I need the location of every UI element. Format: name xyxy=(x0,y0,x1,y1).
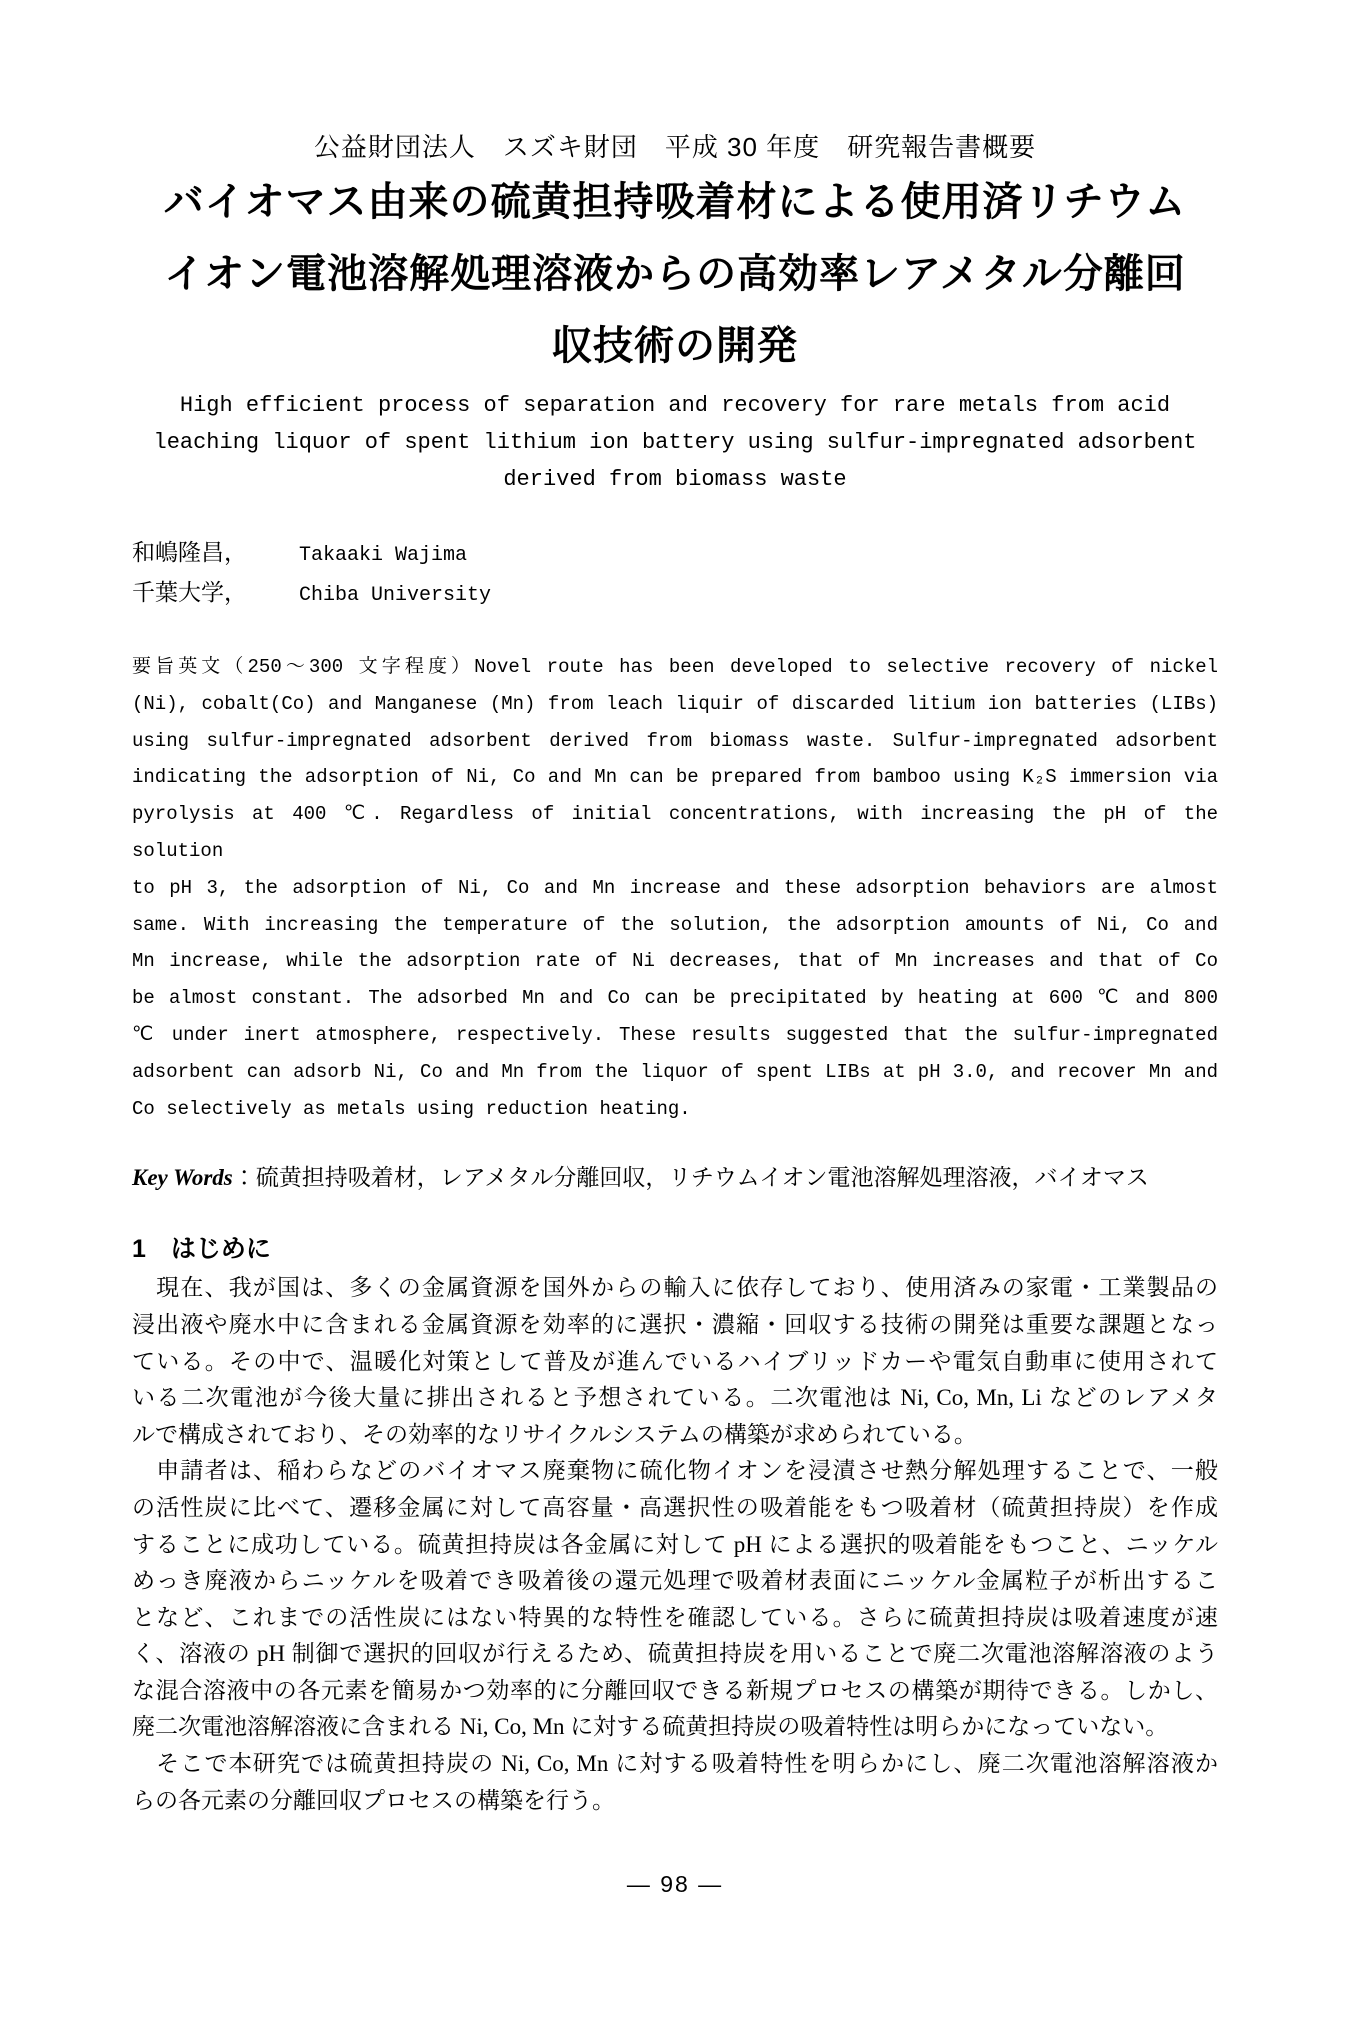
title-english-line-3: derived from biomass waste xyxy=(503,467,847,492)
section-1-paragraph-1-line-1: 現在、我が国は、多くの金属資源を国外からの輸入に依存しており、使用済みの家電・工業製品の xyxy=(132,1275,1218,1301)
abstract-english-line-5: pyrolysis at 400 ℃. Regardless of initial concentrations, with increasing the pH of the solution xyxy=(132,803,1218,862)
affiliation-japanese: 千葉大学， xyxy=(132,580,247,605)
report-page xyxy=(0,132,1350,2042)
abstract-english-line-3: using sulfur-impregnated adsorbent derived from biomass waste. Sulfur-impregnated adsorbent xyxy=(132,729,1218,752)
abstract-english-line-8: Mn increase, while the adsorption rate of Ni decreases, that of Mn increases and that of Co xyxy=(132,950,1218,973)
abstract-english-line-1: 要旨英文（250～300 文字程度）Novel route has been developed to selective recovery of nickel xyxy=(132,656,1218,678)
title-english-line-2: leaching liquor of spent lithium ion battery using sulfur-impregnated adsorbent xyxy=(153,430,1197,455)
section-1-paragraph-3-line-2: らの各元素の分離回収プロセスの構築を行う。 xyxy=(132,1787,615,1813)
section-1-paragraph-2-line-2: の活性炭に比べて、遷移金属に対して高容量・高選択性の吸着能をもつ吸着材（硫黄担持炭）を作成 xyxy=(132,1494,1218,1520)
title-japanese-line-3: 収技術の開発 xyxy=(552,324,798,368)
title-japanese-line-1: バイオマス由来の硫黄担持吸着材による使用済リチウム xyxy=(163,180,1187,224)
abstract-english-line-4: indicating the adsorption of Ni, Co and Mn can be prepared from bamboo using K₂S immersion via xyxy=(132,766,1218,789)
section-1-paragraph-1-line-2: 浸出液や廃水中に含まれる金属資源を効率的に選択・濃縮・回収する技術の開発は重要な課題となっ xyxy=(132,1311,1218,1337)
abstract-english-line-11: adsorbent can adsorb Ni, Co and Mn from the liquor of spent LIBs at pH 3.0, and recover Mn and xyxy=(132,1060,1218,1083)
section-1-paragraph-1-line-4: いる二次電池が今後大量に排出されると予想されている。二次電池は Ni, Co, Mn, Li などのレアメタ xyxy=(132,1385,1218,1411)
section-1-paragraph-2-line-3: することに成功している。硫黄担持炭は各金属に対して pH による選択的吸着能をもつこと、ニッケル xyxy=(132,1531,1218,1557)
title-japanese xyxy=(132,166,1218,382)
abstract-english-line-7: same. With increasing the temperature of the solution, the adsorption amounts of Ni, Co and xyxy=(132,913,1218,936)
abstract-english-line-9: be almost constant. The adsorbed Mn and Co can be precipitated by heating at 600 ℃ and 800 xyxy=(132,987,1218,1010)
section-1-paragraph-2-line-6: く、溶液の pH 制御で選択的回収が行えるため、硫黄担持炭を用いることで廃二次電池溶解溶液のよう xyxy=(132,1641,1218,1667)
author-name-japanese: 和嶋隆昌， xyxy=(132,540,247,565)
section-1-paragraph-2-line-8: 廃二次電池溶解溶液に含まれる Ni, Co, Mn に対する硫黄担持炭の吸着特性は明らかになっていない。 xyxy=(132,1714,1169,1740)
title-japanese-line-2: イオン電池溶解処理溶液からの高効率レアメタル分離回 xyxy=(164,252,1186,296)
abstract-english-line-12: Co selectively as metals using reduction heating. xyxy=(132,1097,691,1120)
author-block xyxy=(132,534,1218,614)
section-1-paragraph-3-line-1: そこで本研究では硫黄担持炭の Ni, Co, Mn に対する吸着特性を明らかにし、廃二次電池溶解溶液か xyxy=(132,1751,1218,1777)
keywords-text: ：硫黄担持吸着材，レアメタル分離回収，リチウムイオン電池溶解処理溶液，バイオマス xyxy=(232,1165,1149,1191)
abstract-english-line-6: to pH 3, the adsorption of Ni, Co and Mn increase and these adsorption behaviors are almost xyxy=(132,876,1218,899)
document-header: 公益財団法人 スズキ財団 平成 30 年度 研究報告書概要 xyxy=(313,132,1037,162)
section-1-paragraph-1-line-3: ている。その中で、温暖化対策として普及が進んでいるハイブリッドカーや電気自動車に使用されて xyxy=(132,1348,1218,1374)
page-number: ― 98 ― xyxy=(626,1871,724,1898)
section-1-paragraph-3 xyxy=(132,1746,1218,1819)
section-1-paragraph-2-line-4: めっき廃液からニッケルを吸着でき吸着後の還元処理で吸着材表面にニッケル金属粒子が析出するこ xyxy=(132,1568,1218,1594)
abstract-english-line-2: (Ni), cobalt(Co) and Manganese (Mn) from leach liquir of discarded litium ion batteries (LIBs) xyxy=(132,692,1218,715)
section-1-heading: 1 はじめに xyxy=(132,1235,271,1264)
abstract-english-line-10: ℃ under inert atmosphere, respectively. These results suggested that the sulfur-impregnated xyxy=(132,1023,1218,1046)
section-1-paragraph-1 xyxy=(132,1270,1218,1453)
section-1-paragraph-2-line-7: な混合溶液中の各元素を簡易かつ効率的に分離回収できる新規プロセスの構築が期待できる。しかし、 xyxy=(132,1677,1218,1703)
affiliation-english: Chiba University xyxy=(299,584,492,607)
keywords-label: Key Words xyxy=(132,1165,233,1191)
title-english xyxy=(132,387,1218,498)
keywords-line xyxy=(132,1159,1218,1196)
affiliation-row xyxy=(132,574,1218,614)
section-1-paragraph-2-line-5: となど、これまでの活性炭にはない特異的な特性を確認している。さらに硫黄担持炭は吸着速度が速 xyxy=(132,1604,1218,1630)
abstract-english xyxy=(132,649,1218,1127)
title-english-line-1: High efficient process of separation and recovery for rare metals from acid xyxy=(179,393,1171,418)
author-row xyxy=(132,534,1218,574)
section-1-paragraph-2-line-1: 申請者は、稲わらなどのバイオマス廃棄物に硫化物イオンを浸漬させ熱分解処理することで、一般 xyxy=(132,1458,1218,1484)
section-1-paragraph-2 xyxy=(132,1453,1218,1746)
section-1-paragraph-1-line-5: ルで構成されており、その効率的なリサイクルシステムの構築が求められている。 xyxy=(132,1421,977,1447)
author-name-english: Takaaki Wajima xyxy=(299,544,468,567)
